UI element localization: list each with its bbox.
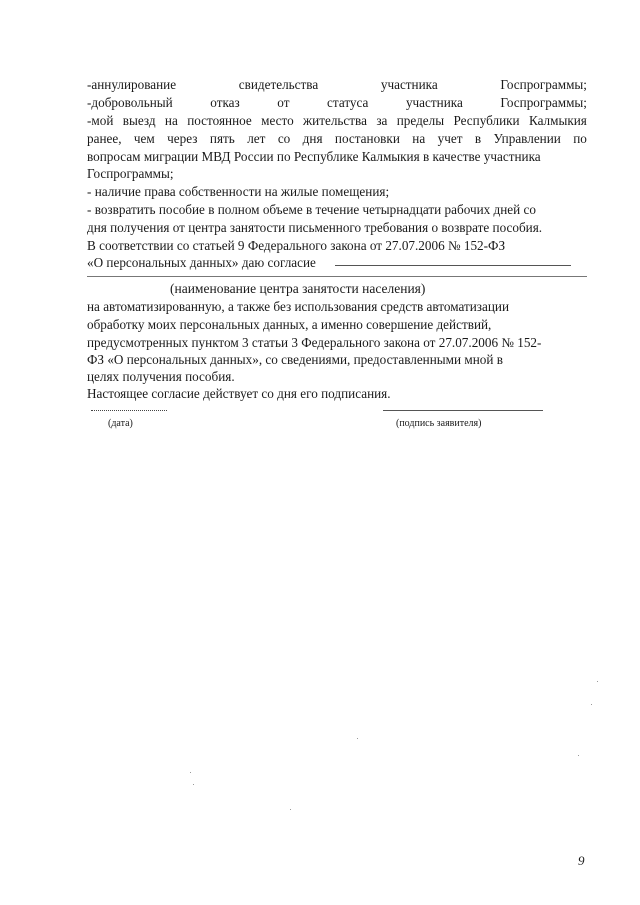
text-line-1 (87, 76, 587, 93)
text-line-12: на автоматизированную, а также без использования средств автоматизации (87, 299, 510, 314)
text-line-4 (87, 130, 587, 147)
word: Республики (453, 113, 520, 128)
word: пять (209, 131, 235, 146)
word: в (474, 131, 482, 146)
text-line-9: дня получения от центра занятости письменного требования о возврате пособия. (87, 220, 543, 235)
scan-speck (190, 772, 191, 773)
date-caption: (дата) (108, 418, 133, 429)
word: жительства (303, 113, 367, 128)
scan-speck (290, 809, 291, 810)
word: со (277, 131, 291, 146)
word: по (573, 131, 587, 146)
word: -аннулирование (87, 77, 177, 92)
text-line-10: В соответствии со статьей 9 Федерального закона от 27.07.2006 № 152-ФЗ (87, 238, 506, 253)
word: ранее, (87, 131, 122, 146)
word: -добровольный (87, 95, 173, 110)
text-line-2 (87, 94, 587, 111)
word: от (277, 95, 290, 110)
word: свидетельства (238, 77, 319, 92)
word: -мой (87, 113, 114, 128)
word: за (376, 113, 388, 128)
word: пределы (396, 113, 445, 128)
word: выезд (122, 113, 156, 128)
text-line-6: Госпрограммы; (87, 166, 174, 181)
text-line-11: «О персональных данных» даю согласие (87, 255, 316, 270)
scan-speck (357, 738, 358, 739)
word: через (167, 131, 198, 146)
word: Управлении (493, 131, 561, 146)
word: Калмыкия (528, 113, 587, 128)
scan-speck (578, 755, 579, 756)
word: статуса (327, 95, 369, 110)
word: место (261, 113, 294, 128)
word: постановки (334, 131, 400, 146)
text-line-3 (87, 112, 587, 129)
word: Госпрограммы; (500, 95, 587, 110)
word: участника (380, 77, 438, 92)
scan-speck (193, 784, 194, 785)
word: лет (247, 131, 266, 146)
word: отказ (210, 95, 240, 110)
text-line-14: предусмотренных пунктом 3 статьи 3 Федерального закона от 27.07.2006 № 152- (87, 335, 542, 350)
text-line-5: вопросам миграции МВД России по Республике Калмыкия в качестве участника (87, 149, 541, 164)
page-number: 9 (578, 853, 585, 868)
word: чем (133, 131, 155, 146)
text-line-8: - возвратить пособие в полном объеме в течение четырнадцати рабочих дней со (87, 202, 536, 217)
text-line-7: - наличие права собственности на жилые помещения; (87, 184, 390, 199)
signature-blank-line (383, 410, 543, 411)
signature-caption: (подпись заявителя) (396, 418, 482, 429)
word: на (412, 131, 426, 146)
text-line-16: целях получения пособия. (87, 369, 235, 384)
text-line-17: Настоящее согласие действует со дня его подписания. (87, 386, 391, 401)
center-name-caption: (наименование центра занятости населения) (170, 281, 426, 296)
word: дня (302, 131, 323, 146)
date-blank-line (91, 410, 167, 411)
word: учет (437, 131, 463, 146)
text-line-13: обработку моих персональных данных, а именно совершение действий, (87, 317, 492, 332)
word: Госпрограммы; (500, 77, 587, 92)
word: постоянное (187, 113, 252, 128)
center-name-blank-line (87, 276, 587, 277)
consent-blank-line (335, 265, 571, 266)
text-line-15: ФЗ «О персональных данных», со сведениями, предоставленными мной в (87, 352, 503, 367)
scan-speck (591, 704, 592, 705)
word: на (164, 113, 178, 128)
word: участника (405, 95, 463, 110)
scan-speck (597, 681, 598, 682)
